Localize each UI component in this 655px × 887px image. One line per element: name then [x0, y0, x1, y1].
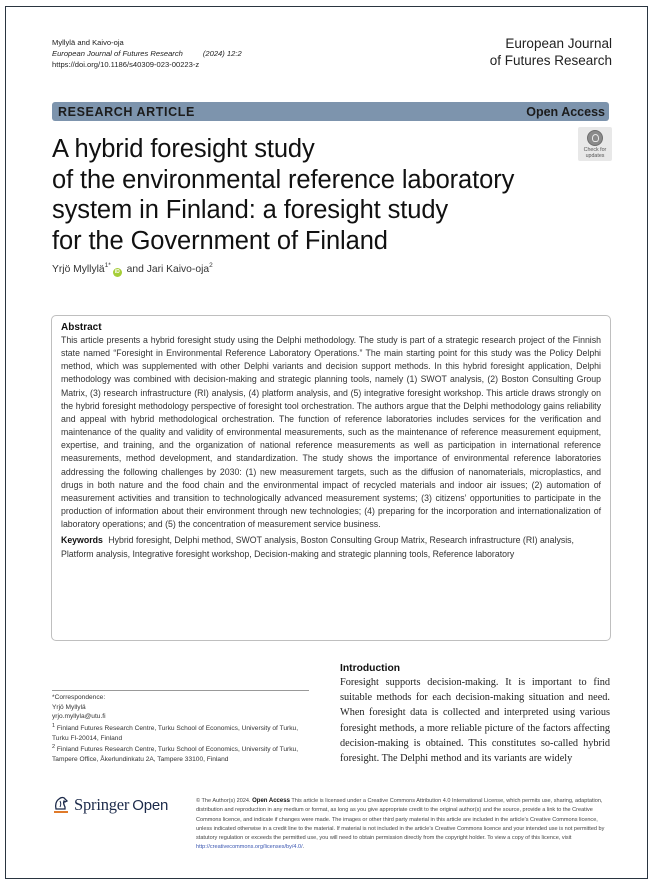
license-suffix: . [302, 844, 305, 851]
article-title [52, 134, 514, 256]
author-affiliation-mark: 1* [104, 262, 111, 269]
author-name[interactable]: Yrjö Myllylä [52, 264, 105, 275]
article-type: RESEARCH ARTICLE [58, 104, 195, 119]
header-doi-link[interactable]: https://doi.org/10.1186/s40309-023-00223-z [52, 60, 200, 69]
license-open-access: Open Access [252, 798, 290, 804]
footnotes [52, 690, 309, 765]
affiliation-number: 2 [52, 744, 56, 751]
keywords-list: Hybrid foresight, Delphi method, SWOT analysis, Boston Consulting Group Matrix, Research infrastructure (RI) analysis, Platform analysis, Integrative foresight workshop, Decision-making and strategic planning tools, Reference laboratory [61, 535, 574, 559]
affiliation-text: Finland Futures Research Centre, Turku School of Economics, University of Turku, Turku FI-20014, Finland [52, 724, 299, 742]
correspondence-label: *Correspondence: [52, 694, 106, 701]
keywords [61, 534, 601, 560]
license-copyright: © The Author(s) 2024. [196, 798, 253, 804]
affiliation-text: Finland Futures Research Centre, Turku School of Economics, University of Turku, Tampere Office, Åkerlundinkatu 2A, Tampere 33100, Finland [52, 746, 299, 763]
check-for-updates-button[interactable] [578, 127, 612, 161]
publisher-name-suffix: Open [132, 797, 169, 814]
open-access-label: Open Access [526, 104, 605, 119]
header-citation [52, 48, 242, 59]
header-authors: Myllylä and Kaivo-oja [52, 38, 124, 47]
journal-name-line2: of Futures Research [489, 53, 612, 68]
title-line: of the environmental reference laboratory [52, 165, 515, 194]
check-for-updates-icon [587, 130, 603, 146]
author-name[interactable]: Jari Kaivo-oja [146, 264, 210, 275]
author-affiliation-mark: 2 [209, 262, 213, 269]
correspondence-name: Yrjö Myllylä [52, 703, 86, 711]
abstract-text: This article presents a hybrid foresight study using the Delphi methodology. The study is part of a strategic research project of the Finnish state named “Foresight in Environmental Reference Laboratory Operations.” The main starting point for this study was the Policy Delphi method, which was supplemented with other Delphi variants and decision support methods. In this hybrid foresight application, Delphi methodology was combined with decision-making and strategic planning tools, namely (1) SWOT analysis, (2) Boston Consulting Group Matrix, (3) research infrastructure (RI) analysis, (4) platform analysis, and (5) integrative foresight workshop. This article draws strongly on the hybrid foresight methodology perspective of foresight tool orchestration. The authors argue that the Delphi methodology gains reliability and appeal with hybrid methodological orchestration. The function of reference laboratories includes services for the verification and maintenance of the quality and validity of environmental measurements, such as the maintenance of reference measurement equipment, expertise, and training, and the organization of national reference measurements as well as participation in international reference measurements, method development, and standardization. The study shows the importance of environmental reference laboratories addressing the following challenges by 2030: (1) new measurement targets, such as the diffusion of nanomaterials, microplastics, and drugs in both nature and the food chain and the environmental impact of recycled materials and indoor air issues; (2) automation of measurement activities and transition to technologically advanced measurement systems; (3) citizens’ opportunities to participate in the production of information about their environment through new technologies; (4) preparing for the incorporation and internationalization of laboratory operations; and (5) the concentration of measurement service business. [61, 335, 601, 530]
check-updates-line2: updates [585, 153, 605, 159]
introduction-text: Foresight supports decision-making. It is important to find suitable methods for each decision-making situation and need. When foresight data is collected and interpreted using various foresight methods, a more reliable picture of the factors affecting decision-making is obtained. This constitutes so-called hybrid foresight. The Delphi method and its variants are widely [340, 677, 610, 765]
affiliation-1 [52, 722, 309, 743]
license-link[interactable]: http://creativecommons.org/licenses/by/4.0/ [196, 844, 303, 851]
publisher-name [74, 795, 168, 815]
check-updates-line1: Check for [583, 147, 607, 153]
license-notice [196, 797, 608, 853]
journal-name [490, 35, 612, 69]
publisher-logo [52, 795, 168, 815]
introduction-section [340, 663, 610, 766]
introduction-heading: Introduction [340, 663, 401, 674]
journal-name-line1: European Journal [505, 36, 612, 51]
affiliation-2 [52, 743, 309, 764]
author-connector: and [123, 264, 147, 275]
keywords-label: Keywords [61, 535, 103, 546]
title-line: A hybrid foresight study [52, 135, 315, 163]
title-line: system in Finland: a foresight study [52, 196, 449, 224]
springer-horse-icon [52, 795, 70, 815]
abstract-section [51, 315, 611, 641]
header-volume: (2024) 12:2 [202, 49, 242, 58]
header-journal: European Journal of Futures Research [52, 49, 183, 58]
license-text: This article is licensed under a Creative Commons Attribution 4.0 International License, which permits use, sharing, adaptation, distribution and reproduction in any medium or format, as long as you give appropriate credit to the original author(s) and the source, provide a link to the Creative Commons licence, and indicate if changes were made. The images or other third party material in this article are included in the article’s Creative Commons licence, unless indicated otherwise in a credit line to the material. If material is not included in the article’s Creative Commons licence and your intended use is not permitted by statutory regulation or exceeds the permitted use, you will need to obtain permission directly from the copyright holder. To view a copy of this licence, visit [196, 798, 605, 842]
author-list [52, 262, 213, 277]
title-line: for the Government of Finland [52, 226, 388, 255]
running-header [52, 37, 242, 70]
article-type-banner [52, 102, 609, 121]
affiliation-number: 1 [52, 722, 56, 729]
orcid-icon[interactable]: iD [114, 269, 120, 275]
publisher-name-main: Springer [74, 795, 130, 814]
abstract-heading: Abstract [61, 322, 102, 333]
correspondence-email[interactable]: yrjo.myllyla@utu.fi [52, 713, 106, 721]
